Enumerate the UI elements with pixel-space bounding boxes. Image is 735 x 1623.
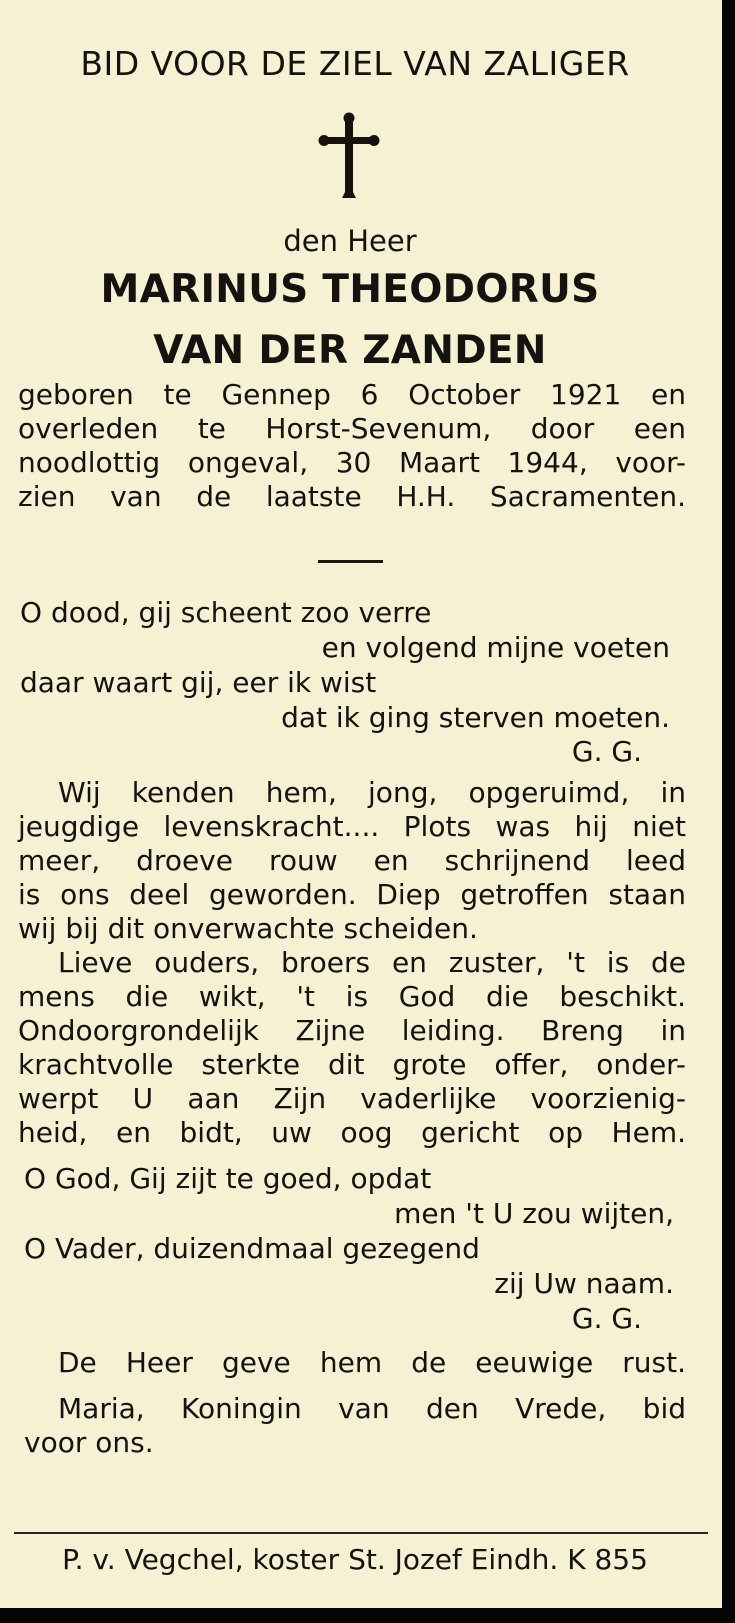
deceased-name-last: VAN DER ZANDEN [153, 328, 547, 373]
paragraph1-line: is ons deel geworden. Diep getroffen staan [18, 878, 686, 911]
honorific: den Heer [283, 224, 417, 258]
paragraph1-line: meer, droeve rouw en schrijnend leed [18, 844, 686, 877]
poem2-line: O God, Gij zijt te goed, opdat [24, 1162, 432, 1195]
bio-line: zien van de laatste H.H. Sacramenten. [18, 480, 686, 513]
poem2-line: men 't U zou wijten, [394, 1197, 674, 1230]
paragraph2-line: Lieve ouders, broers en zuster, 't is de [58, 946, 686, 979]
poem2-line: zij Uw naam. [494, 1267, 674, 1300]
footer-rule [14, 1532, 708, 1534]
prayer-line: voor ons. [24, 1426, 154, 1459]
divider [318, 560, 383, 563]
paragraph1-line: wij bij dit onverwachte scheiden. [18, 912, 478, 945]
poem1-line: daar waart gij, eer ik wist [20, 666, 377, 699]
paragraph1-line: jeugdige levenskracht.... Plots was hij niet [18, 810, 686, 843]
poem1-line: O dood, gij scheent zoo verre [20, 596, 432, 629]
poem1-signature: G. G. [571, 735, 642, 768]
paragraph2-line: mens die wikt, 't is God die beschikt. [18, 980, 686, 1013]
poem2-signature: G. G. [571, 1302, 642, 1335]
latin-cross-icon [318, 112, 380, 202]
poem1-line: en volgend mijne voeten [321, 631, 670, 664]
bio-line: geboren te Gennep 6 October 1921 en [18, 378, 686, 411]
bio-line: overleden te Horst-Sevenum, door een [18, 412, 686, 445]
printer-footer: P. v. Vegchel, koster St. Jozef Eindh. K 855 [62, 1543, 648, 1576]
poem2-line: O Vader, duizendmaal gezegend [24, 1232, 480, 1265]
prayer-line: De Heer geve hem de eeuwige rust. [58, 1346, 686, 1379]
paragraph2-line: Ondoorgrondelijk Zijne leiding. Breng in [18, 1014, 686, 1047]
poem1-line: dat ik ging sterven moeten. [281, 701, 670, 734]
paragraph2-line: werpt U aan Zijn vaderlijke voorzienig- [18, 1082, 686, 1115]
deceased-name-first: MARINUS THEODORUS [100, 267, 600, 312]
paragraph2-line: krachtvolle sterkte dit grote offer, onder- [18, 1048, 686, 1081]
card-heading: BID VOOR DE ZIEL VAN ZALIGER [80, 44, 630, 83]
paragraph2-line: heid, en bidt, uw oog gericht op Hem. [18, 1116, 686, 1149]
paragraph1-line: Wij kenden hem, jong, opgeruimd, in [58, 776, 686, 809]
bio-line: noodlottig ongeval, 30 Maart 1944, voor- [18, 446, 686, 479]
prayer-line: Maria, Koningin van den Vrede, bid [58, 1392, 686, 1425]
